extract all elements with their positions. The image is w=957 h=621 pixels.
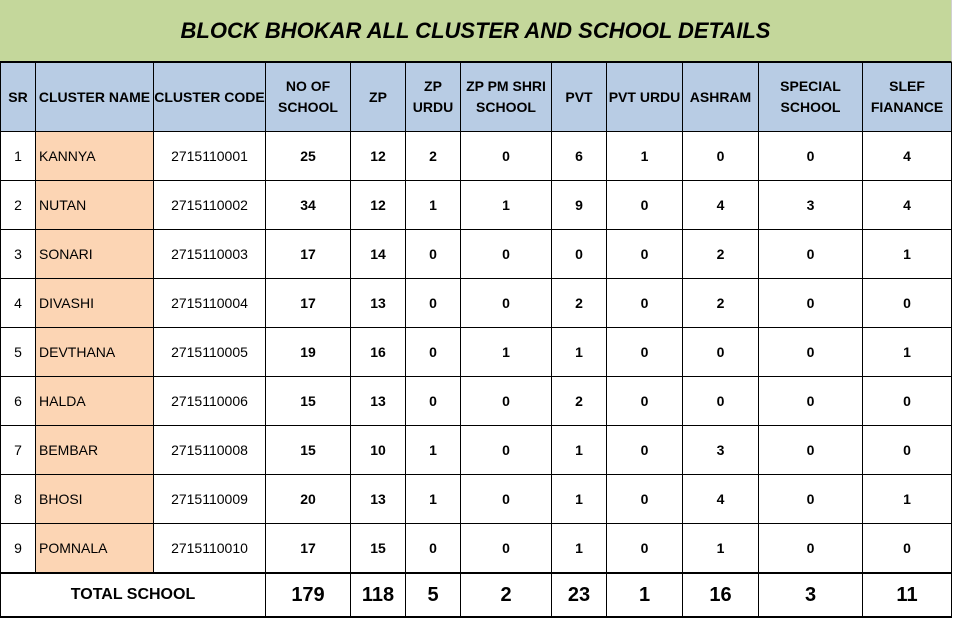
total-label[interactable]: TOTAL SCHOOL xyxy=(1,573,266,617)
cell-cluster-name[interactable]: POMNALA xyxy=(36,524,154,574)
cell-cluster-code[interactable]: 2715110005 xyxy=(154,328,266,377)
cell-zp-urdu[interactable]: 0 xyxy=(406,328,461,377)
cell-ashram[interactable]: 3 xyxy=(683,426,759,475)
total-ashram[interactable]: 16 xyxy=(683,573,759,617)
cell-cluster-code[interactable]: 2715110006 xyxy=(154,377,266,426)
cell-cluster-code[interactable]: 2715110002 xyxy=(154,181,266,230)
cell-cluster-name[interactable]: HALDA xyxy=(36,377,154,426)
cell-no-of-school[interactable]: 17 xyxy=(266,230,351,279)
cell-self-finance[interactable]: 4 xyxy=(863,132,952,181)
cell-pvt-urdu[interactable]: 0 xyxy=(607,524,683,574)
header-sr[interactable]: SR xyxy=(1,63,36,132)
cell-zp-urdu[interactable]: 1 xyxy=(406,181,461,230)
table-row xyxy=(1,132,952,181)
cell-sr[interactable]: 3 xyxy=(1,230,36,279)
cell-sr[interactable]: 5 xyxy=(1,328,36,377)
cell-sr[interactable]: 8 xyxy=(1,475,36,524)
header-row xyxy=(1,63,952,132)
cell-pvt-urdu[interactable]: 0 xyxy=(607,328,683,377)
cell-cluster-name[interactable]: DIVASHI xyxy=(36,279,154,328)
table-row xyxy=(1,328,952,377)
header-pvt[interactable]: PVT xyxy=(552,63,607,132)
header-cluster-code[interactable]: CLUSTER CODE xyxy=(154,63,266,132)
cell-no-of-school[interactable]: 20 xyxy=(266,475,351,524)
cell-pvt[interactable]: 0 xyxy=(552,230,607,279)
cell-ashram[interactable]: 1 xyxy=(683,524,759,574)
cell-self-finance[interactable]: 1 xyxy=(863,475,952,524)
cell-pvt-urdu[interactable]: 0 xyxy=(607,279,683,328)
cell-zp[interactable]: 12 xyxy=(351,181,406,230)
cell-pvt[interactable]: 2 xyxy=(552,377,607,426)
cell-special-school[interactable]: 0 xyxy=(759,230,863,279)
cell-cluster-name[interactable]: BHOSI xyxy=(36,475,154,524)
cell-zp-urdu[interactable]: 0 xyxy=(406,279,461,328)
cell-self-finance[interactable]: 1 xyxy=(863,230,952,279)
cell-no-of-school[interactable]: 25 xyxy=(266,132,351,181)
cell-zp-urdu[interactable]: 0 xyxy=(406,524,461,574)
cell-pvt[interactable]: 9 xyxy=(552,181,607,230)
cell-zp-pm-shri[interactable]: 0 xyxy=(461,475,552,524)
cell-zp[interactable]: 14 xyxy=(351,230,406,279)
cell-zp[interactable]: 13 xyxy=(351,377,406,426)
sheet-title[interactable]: BLOCK BHOKAR ALL CLUSTER AND SCHOOL DETAILS xyxy=(0,0,952,62)
cell-cluster-code[interactable]: 2715110001 xyxy=(154,132,266,181)
cell-no-of-school[interactable]: 15 xyxy=(266,377,351,426)
cell-self-finance[interactable]: 0 xyxy=(863,524,952,574)
cell-pvt-urdu[interactable]: 0 xyxy=(607,377,683,426)
cell-pvt[interactable]: 1 xyxy=(552,475,607,524)
total-pvt[interactable]: 23 xyxy=(552,573,607,617)
cell-zp-urdu[interactable]: 0 xyxy=(406,377,461,426)
cell-zp-pm-shri[interactable]: 0 xyxy=(461,377,552,426)
cell-pvt[interactable]: 1 xyxy=(552,328,607,377)
cell-zp-pm-shri[interactable]: 0 xyxy=(461,230,552,279)
cell-no-of-school[interactable]: 19 xyxy=(266,328,351,377)
header-ashram[interactable]: ASHRAM xyxy=(683,63,759,132)
cell-cluster-code[interactable]: 2715110009 xyxy=(154,475,266,524)
header-zp-urdu[interactable]: ZP URDU xyxy=(406,63,461,132)
cell-special-school[interactable]: 0 xyxy=(759,279,863,328)
cell-pvt[interactable]: 6 xyxy=(552,132,607,181)
cell-zp-urdu[interactable]: 1 xyxy=(406,426,461,475)
cell-no-of-school[interactable]: 34 xyxy=(266,181,351,230)
header-pvt-urdu[interactable]: PVT URDU xyxy=(607,63,683,132)
table-row xyxy=(1,426,952,475)
cell-no-of-school[interactable]: 17 xyxy=(266,524,351,574)
cell-zp-pm-shri[interactable]: 0 xyxy=(461,132,552,181)
cell-special-school[interactable]: 0 xyxy=(759,475,863,524)
cell-zp[interactable]: 12 xyxy=(351,132,406,181)
header-cluster-name[interactable]: CLUSTER NAME xyxy=(36,63,154,132)
cell-cluster-code[interactable]: 2715110003 xyxy=(154,230,266,279)
cell-ashram[interactable]: 2 xyxy=(683,279,759,328)
cell-self-finance[interactable]: 1 xyxy=(863,328,952,377)
cell-cluster-code[interactable]: 2715110004 xyxy=(154,279,266,328)
table-row xyxy=(1,377,952,426)
cell-ashram[interactable]: 2 xyxy=(683,230,759,279)
cell-ashram[interactable]: 4 xyxy=(683,181,759,230)
cell-zp-pm-shri[interactable]: 0 xyxy=(461,524,552,574)
cell-cluster-name[interactable]: DEVTHANA xyxy=(36,328,154,377)
table-row xyxy=(1,181,952,230)
cell-zp[interactable]: 15 xyxy=(351,524,406,574)
cell-self-finance[interactable]: 0 xyxy=(863,377,952,426)
cell-sr[interactable]: 6 xyxy=(1,377,36,426)
cell-pvt[interactable]: 2 xyxy=(552,279,607,328)
cell-zp[interactable]: 10 xyxy=(351,426,406,475)
cell-self-finance[interactable]: 4 xyxy=(863,181,952,230)
cell-ashram[interactable]: 0 xyxy=(683,328,759,377)
cell-sr[interactable]: 4 xyxy=(1,279,36,328)
cell-special-school[interactable]: 3 xyxy=(759,181,863,230)
cell-no-of-school[interactable]: 17 xyxy=(266,279,351,328)
cell-zp-urdu[interactable]: 2 xyxy=(406,132,461,181)
cell-pvt[interactable]: 1 xyxy=(552,524,607,574)
cluster-school-table xyxy=(0,62,952,618)
header-no-of-school[interactable]: NO OF SCHOOL xyxy=(266,63,351,132)
cell-self-finance[interactable]: 0 xyxy=(863,279,952,328)
table-row xyxy=(1,230,952,279)
cell-special-school[interactable]: 0 xyxy=(759,328,863,377)
cell-sr[interactable]: 7 xyxy=(1,426,36,475)
header-zp-pm-shri[interactable]: ZP PM SHRI SCHOOL xyxy=(461,63,552,132)
cell-cluster-name[interactable]: KANNYA xyxy=(36,132,154,181)
total-zp-urdu[interactable]: 5 xyxy=(406,573,461,617)
header-special-school[interactable]: SPECIAL SCHOOL xyxy=(759,63,863,132)
cell-pvt-urdu[interactable]: 0 xyxy=(607,230,683,279)
cell-zp-pm-shri[interactable]: 1 xyxy=(461,181,552,230)
cell-zp[interactable]: 16 xyxy=(351,328,406,377)
cell-cluster-name[interactable]: BEMBAR xyxy=(36,426,154,475)
total-no-of-school[interactable]: 179 xyxy=(266,573,351,617)
table-row xyxy=(1,524,952,574)
table-row xyxy=(1,279,952,328)
cell-ashram[interactable]: 4 xyxy=(683,475,759,524)
cell-special-school[interactable]: 0 xyxy=(759,132,863,181)
cell-pvt-urdu[interactable]: 1 xyxy=(607,132,683,181)
cell-cluster-name[interactable]: NUTAN xyxy=(36,181,154,230)
cell-zp-urdu[interactable]: 1 xyxy=(406,475,461,524)
cell-special-school[interactable]: 0 xyxy=(759,377,863,426)
cell-cluster-name[interactable]: SONARI xyxy=(36,230,154,279)
cell-ashram[interactable]: 0 xyxy=(683,132,759,181)
cell-no-of-school[interactable]: 15 xyxy=(266,426,351,475)
cell-zp-pm-shri[interactable]: 0 xyxy=(461,426,552,475)
cell-pvt-urdu[interactable]: 0 xyxy=(607,181,683,230)
cell-self-finance[interactable]: 0 xyxy=(863,426,952,475)
cell-pvt-urdu[interactable]: 0 xyxy=(607,475,683,524)
total-row xyxy=(1,573,952,617)
header-zp[interactable]: ZP xyxy=(351,63,406,132)
cell-special-school[interactable]: 0 xyxy=(759,426,863,475)
cell-zp-pm-shri[interactable]: 0 xyxy=(461,279,552,328)
cell-cluster-code[interactable]: 2715110010 xyxy=(154,524,266,574)
total-zp[interactable]: 118 xyxy=(351,573,406,617)
cell-special-school[interactable]: 0 xyxy=(759,524,863,574)
cell-sr[interactable]: 2 xyxy=(1,181,36,230)
cell-zp[interactable]: 13 xyxy=(351,279,406,328)
cell-zp[interactable]: 13 xyxy=(351,475,406,524)
total-self-finance[interactable]: 11 xyxy=(863,573,952,617)
table-row xyxy=(1,475,952,524)
cell-ashram[interactable]: 0 xyxy=(683,377,759,426)
cell-sr[interactable]: 1 xyxy=(1,132,36,181)
cell-zp-urdu[interactable]: 0 xyxy=(406,230,461,279)
header-self-finance[interactable]: SLEF FIANANCE xyxy=(863,63,952,132)
total-zp-pm-shri[interactable]: 2 xyxy=(461,573,552,617)
cell-pvt[interactable]: 1 xyxy=(552,426,607,475)
cell-zp-pm-shri[interactable]: 1 xyxy=(461,328,552,377)
total-special-school[interactable]: 3 xyxy=(759,573,863,617)
cell-sr[interactable]: 9 xyxy=(1,524,36,574)
cell-pvt-urdu[interactable]: 0 xyxy=(607,426,683,475)
cell-cluster-code[interactable]: 2715110008 xyxy=(154,426,266,475)
total-pvt-urdu[interactable]: 1 xyxy=(607,573,683,617)
